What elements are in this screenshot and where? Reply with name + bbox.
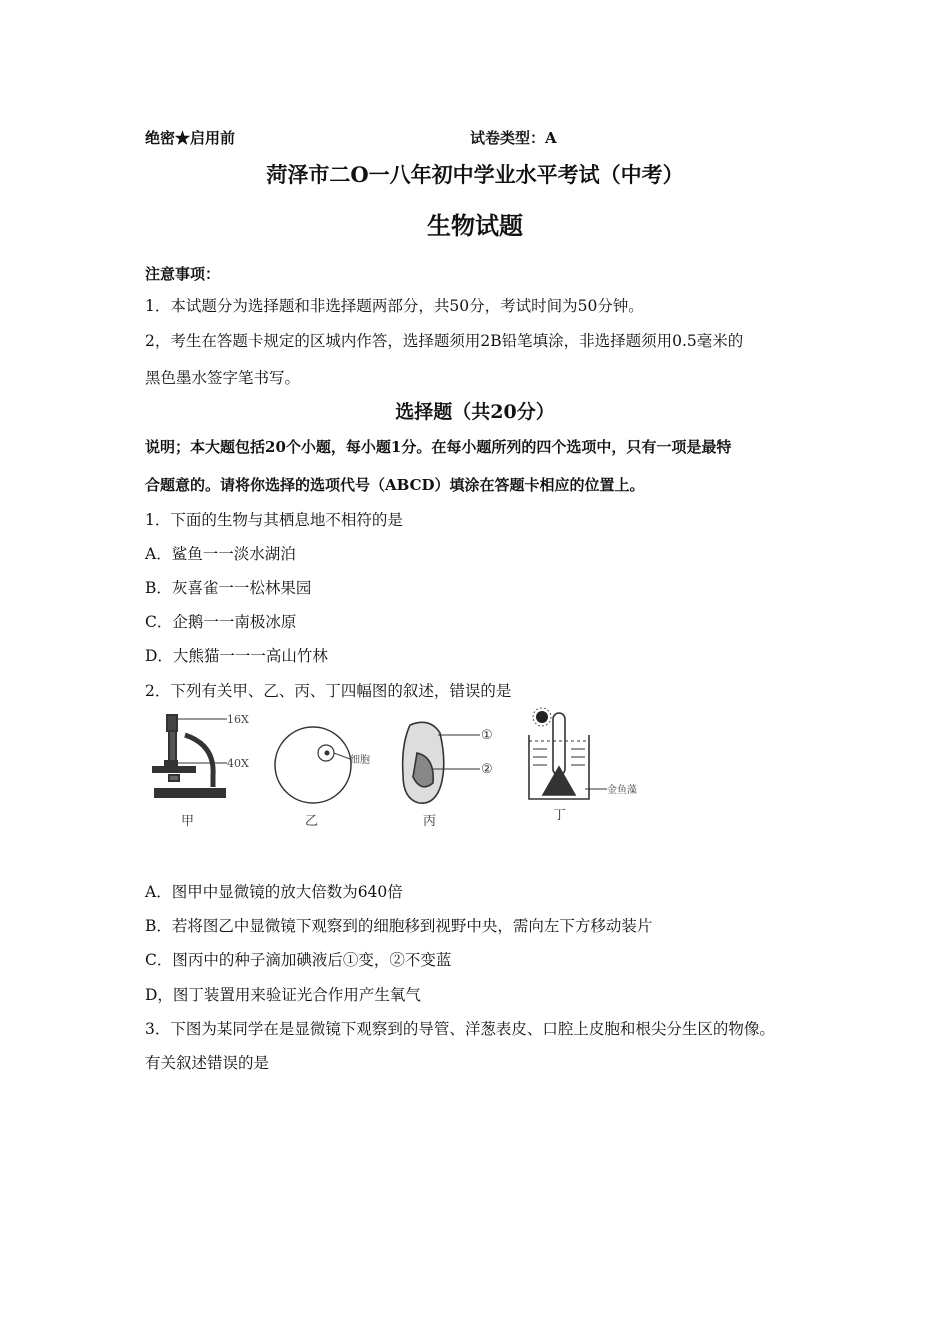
beaker-drawing — [529, 713, 607, 799]
fig-jia-label: 甲 — [181, 814, 195, 829]
q1-stem: 1．下面的生物与其栖息地不相符的是 — [145, 511, 403, 529]
q1-option-c: C．企鹅一一南极冰原 — [145, 613, 297, 631]
section-instruction-2: 合题意的。请将你选择的选项代号（ABCD）填涂在答题卡相应的位置上。 — [145, 476, 645, 494]
notice-item-2-cont: 黑色墨水签字笔书写。 — [145, 369, 301, 387]
section-instruction-1: 说明；本大题包括20个小题，每小题1分。在每小题所列的四个选项中，只有一项是最特 — [145, 438, 732, 456]
cell-label: 细胞 — [350, 755, 370, 766]
paper-type-label: 试卷类型：A — [470, 129, 557, 147]
fig-yi-label: 乙 — [305, 814, 319, 829]
q3-stem-cont: 有关叙述错误的是 — [145, 1054, 270, 1072]
mic-objective-label: 40X — [227, 757, 249, 770]
q2-stem: 2．下列有关甲、乙、丙、丁四幅图的叙述，错误的是 — [145, 682, 512, 700]
exam-title: 菏泽市二O一八年初中学业水平考试（中考） — [266, 162, 684, 187]
subject-title: 生物试题 — [427, 211, 523, 240]
q2-option-b: B．若将图乙中显微镜下观察到的细胞移到视野中央，需向左下方移动装片 — [145, 917, 653, 935]
section-title: 选择题（共20分） — [395, 401, 555, 423]
q2-option-d: D，图丁装置用来验证光合作用产生氧气 — [145, 986, 421, 1004]
seed-drawing — [403, 722, 480, 803]
sun-icon — [533, 708, 551, 726]
q1-option-b: B．灰喜雀一一松林果园 — [145, 579, 312, 597]
seed-part-1-label: ① — [481, 728, 493, 743]
fish-weed-label: 金鱼藻 — [607, 785, 637, 796]
seed-part-2-label: ② — [481, 762, 493, 777]
mic-eyepiece-label: 16X — [227, 713, 249, 726]
q2-figure — [145, 705, 665, 835]
notice-item-2: 2，考生在答题卡规定的区城内作答，选择题须用2B铅笔填涂，非选择题须用0.5毫米的 — [145, 332, 744, 350]
q1-option-d: D．大熊猫一一一高山竹林 — [145, 647, 328, 665]
notice-heading: 注意事项： — [145, 265, 221, 283]
notice-item-1: 1．本试题分为选择题和非选择题两部分，共50分，考试时间为50分钟。 — [145, 297, 644, 315]
microscope-drawing — [153, 715, 227, 797]
q2-option-a: A．图甲中显微镜的放大倍数为640倍 — [145, 883, 403, 901]
cell-view-drawing — [275, 727, 351, 803]
secret-label: 绝密★启用前 — [145, 129, 236, 147]
q2-option-c: C．图丙中的种子滴加碘液后①变，②不变蓝 — [145, 951, 452, 969]
q1-option-a: A．鲨鱼一一淡水湖泊 — [145, 545, 296, 563]
fig-ding-label: 丁 — [553, 808, 567, 823]
fig-bing-label: 丙 — [423, 814, 437, 829]
q3-stem: 3．下图为某同学在是显微镜下观察到的导管、洋葱表皮、口腔上皮胞和根尖分生区的物像。 — [145, 1020, 775, 1038]
